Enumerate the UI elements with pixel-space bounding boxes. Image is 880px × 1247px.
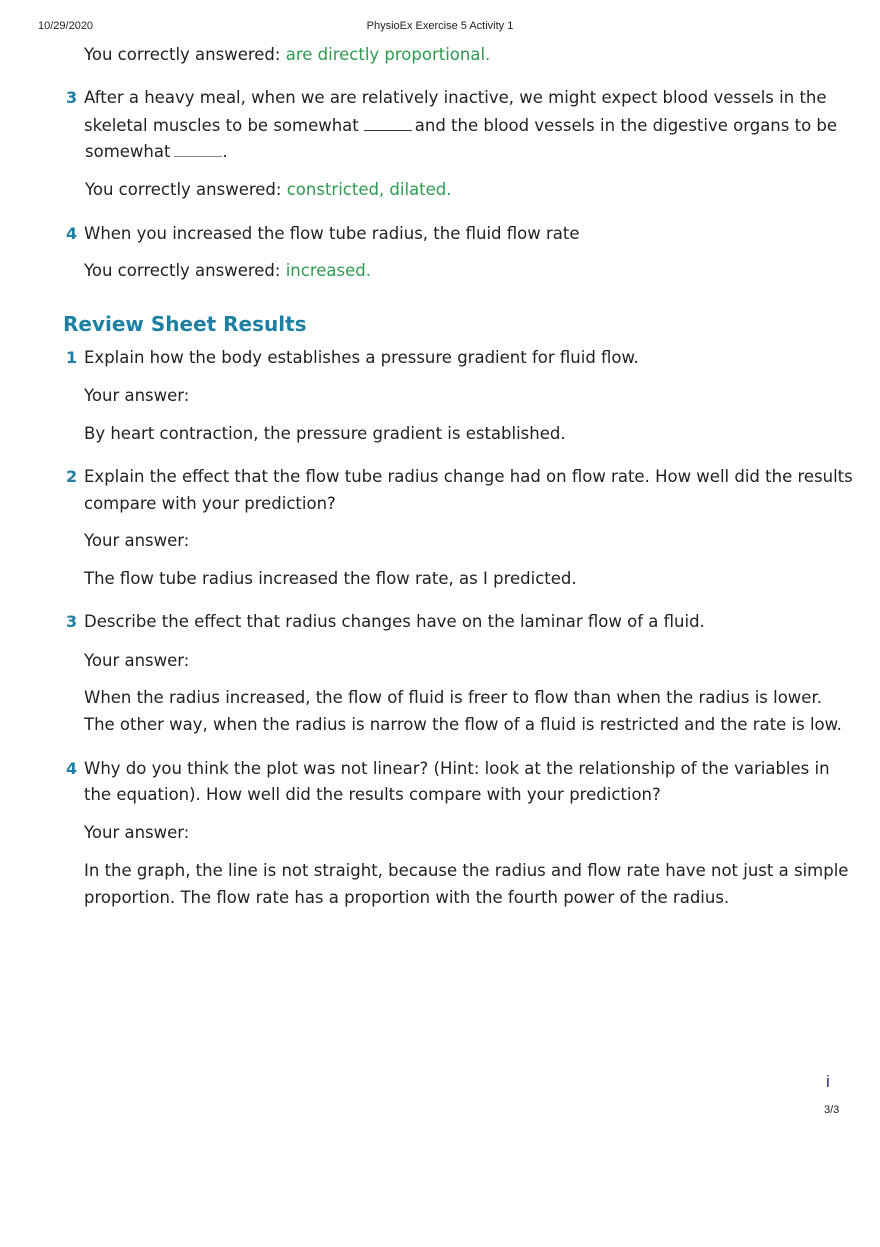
prelab-q4-text: When you increased the flow tube radius, the fluid flow rate — [84, 224, 580, 243]
review-q4-number: 4 — [66, 759, 78, 778]
prelab-q3-line2 — [84, 115, 837, 137]
info-icon[interactable]: i — [826, 1072, 830, 1091]
answer-prefix: You correctly answered: — [84, 45, 286, 64]
review-q1-answer: By heart contraction, the pressure gradient is established. — [84, 424, 566, 443]
print-date: 10/29/2020 — [38, 20, 94, 32]
your-answer-label: Your answer: — [84, 531, 190, 550]
prelab-q3-line3a: somewhat — [85, 142, 171, 161]
correct-answer: are directly proportional. — [285, 45, 491, 64]
prelab-q4-number: 4 — [66, 224, 78, 243]
prelab-q2-answer — [84, 44, 490, 66]
review-q2-line1: Explain the effect that the flow tube radius change had on flow rate. How well did the results — [84, 467, 853, 486]
prelab-q3-line3b: . — [222, 142, 228, 161]
section-title: Review Sheet Results — [63, 312, 307, 336]
prelab-q3-number: 3 — [66, 88, 78, 107]
review-q2-answer: The flow tube radius increased the flow rate, as I predicted. — [84, 569, 577, 588]
review-q4-answer-line2: proportion. The flow rate has a proportion with the fourth power of the radius. — [84, 888, 730, 907]
review-q1-text: Explain how the body establishes a pressure gradient for fluid flow. — [84, 348, 639, 367]
your-answer-label: Your answer: — [84, 386, 190, 405]
correct-answer: constricted, dilated. — [286, 180, 452, 199]
prelab-q3-line2a: skeletal muscles to be somewhat — [84, 116, 359, 135]
correct-answer: increased. — [285, 261, 371, 280]
your-answer-label: Your answer: — [84, 651, 190, 670]
review-q3-answer-line1: When the radius increased, the flow of fluid is freer to flow than when the radius is lower. — [84, 688, 822, 707]
review-q4-answer-line1: In the graph, the line is not straight, because the radius and flow rate have not just a simple — [84, 861, 849, 880]
review-q3-number: 3 — [66, 612, 78, 631]
prelab-q3-line1: After a heavy meal, when we are relatively inactive, we might expect blood vessels in the — [84, 88, 827, 107]
prelab-q4-answer — [84, 260, 371, 282]
review-q1-number: 1 — [66, 348, 78, 367]
review-q4-line1: Why do you think the plot was not linear? (Hint: look at the relationship of the variables in — [84, 759, 830, 778]
prelab-q3-line3 — [85, 141, 228, 163]
page-number: 3/3 — [824, 1104, 840, 1116]
prelab-q3-answer — [85, 179, 452, 201]
review-q2-number: 2 — [66, 467, 78, 486]
review-q3-answer-line2: The other way, when the radius is narrow the flow of a fluid is restricted and the rate is low. — [84, 715, 842, 734]
review-q4-line2: the equation). How well did the results compare with your prediction? — [84, 785, 661, 804]
fill-blank — [174, 144, 222, 157]
print-header — [0, 20, 880, 36]
prelab-q3-line2b: and the blood vessels in the digestive organs to be — [414, 116, 838, 135]
answer-prefix: You correctly answered: — [84, 261, 286, 280]
fill-blank — [364, 118, 412, 131]
review-q3-text: Describe the effect that radius changes have on the laminar flow of a fluid. — [84, 612, 705, 631]
answer-prefix: You correctly answered: — [85, 180, 287, 199]
your-answer-label: Your answer: — [84, 823, 190, 842]
review-q2-line2: compare with your prediction? — [84, 494, 336, 513]
print-title: PhysioEx Exercise 5 Activity 1 — [366, 20, 514, 32]
